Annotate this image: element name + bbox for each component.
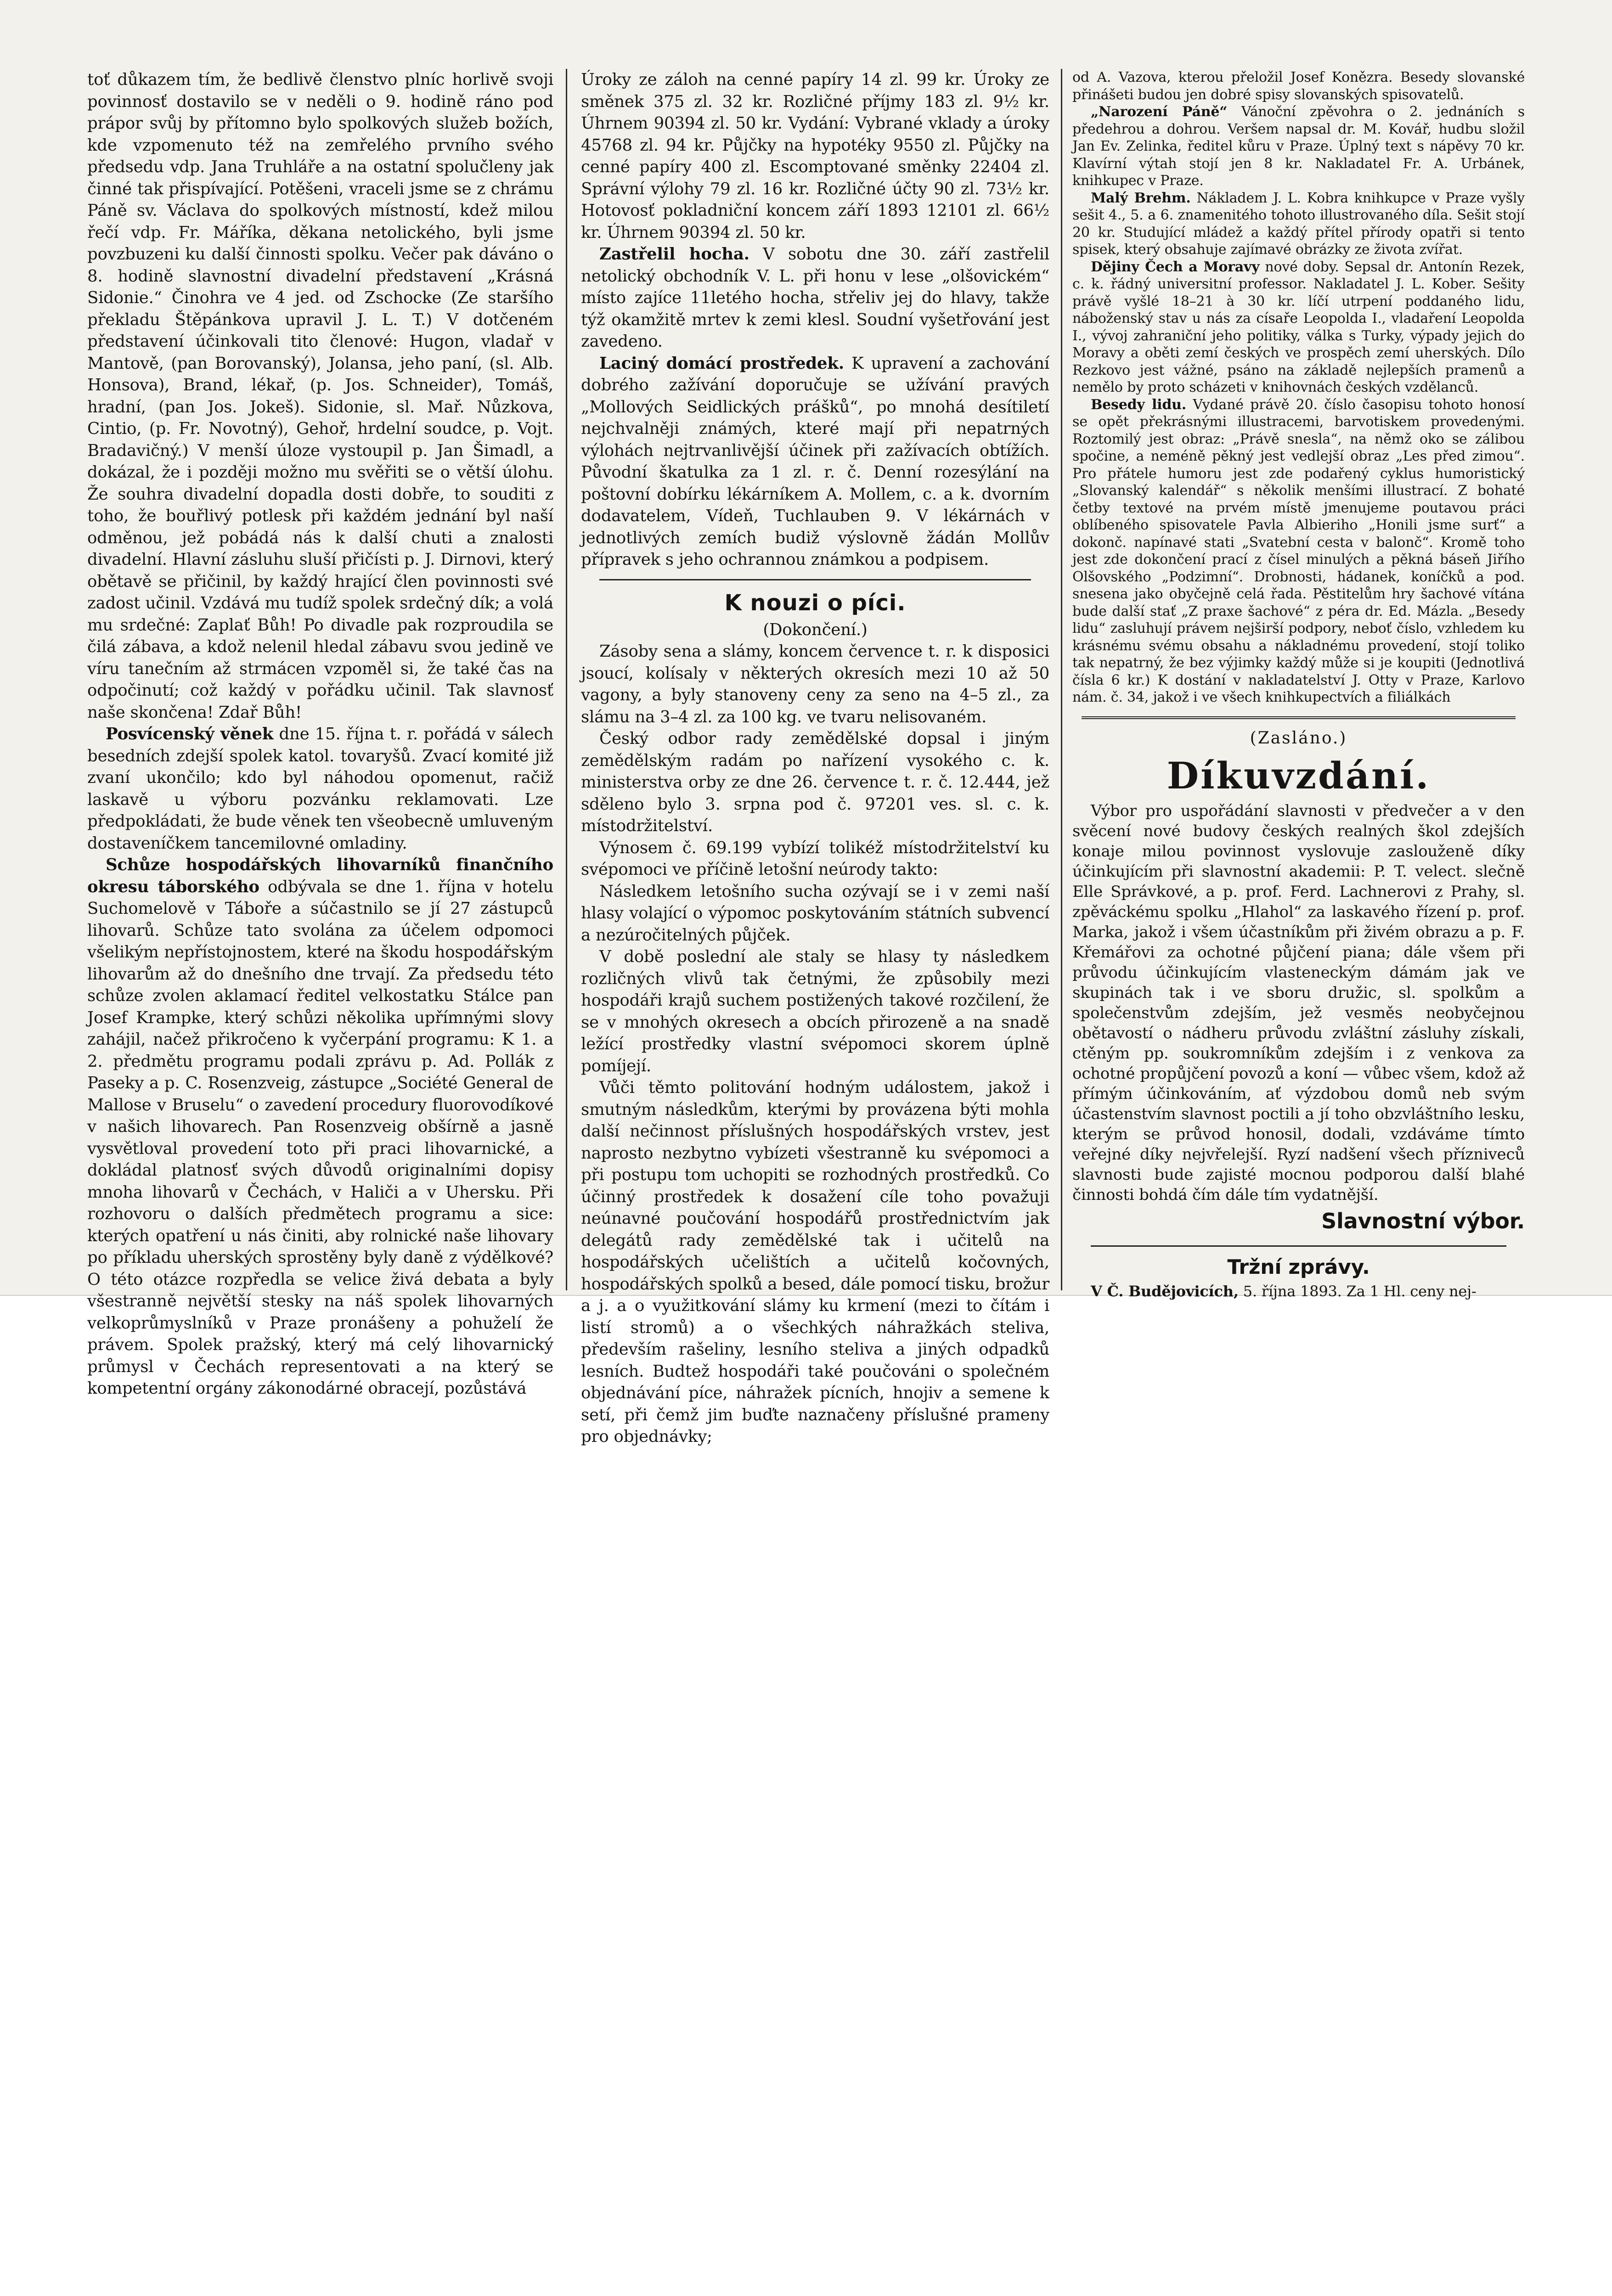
column-left: [87, 69, 553, 1398]
paragraph-heading: Posvícenský věnek: [106, 725, 274, 743]
paragraph: Zásoby sena a slámy, koncem července t. r. k disposici jsoucí, kolísaly v některých okresích mezi 10 až 50 vagony, a byly stanoveny ceny za seno na 4–5 zl., za slámu na 3–4 zl. za 100 kg. ve tvaru nelisovaném.: [581, 642, 1049, 726]
section-title: Tržní zprávy.: [1227, 1255, 1370, 1279]
paragraph-heading: „Narození Páně“: [1091, 104, 1228, 120]
section-divider: [1091, 1245, 1506, 1247]
paragraph-text: Vánoční zpěvohra o 2. jednáních s předehrou a dohrou. Veršem napsal dr. M. Kovář, hudbu složil Jan Ev. Zelinka, ředitel kůru v Praze. Úplný text s nápěvy 70 kr. Klavírní výtah stojí jen 8 kr. Nakladatel Fr. A. Urbánek, knihkupec v Praze.: [1072, 104, 1525, 189]
page-body: [87, 69, 1525, 1446]
paragraph: od A. Vazova, kterou přeložil Josef Konězra. Besedy slovanské přinášeti budou jen dobré spisy slovanských spisovatelů.: [1072, 69, 1525, 103]
paragraph: V době poslední ale staly se hlasy ty následkem rozličných vlivů tak četnými, že způsobily mezi hospodáři krajů suchem postižených takové rozčilení, že se v mnohých okresech a obcích přirozeně a na snadě ležící prostředky vlastní svépomoci skorem úplně pomíjejí.: [581, 947, 1049, 1075]
paragraph-heading: Dějiny Čech a Moravy: [1091, 259, 1260, 275]
column-rule: [566, 69, 567, 1290]
paragraph-text: V sobotu dne 30. září zastřelil netolický obchodník V. L. při honu v lese „olšovickém“ místo zajíce 11letého hocha, střeliv jej do hlavy, takže týž okamžitě mrtev k zemi klesl. Soudní vyšetřování jest zavedeno.: [581, 245, 1050, 351]
paragraph: Výbor pro uspořádání slavnosti v předvečer a v den svěcení nové budovy českých realných škol zdejších konaje milou povinnost vyslovuje zaslouženě díky účinkujícím při slavnostní akademii: P. T. velect. slečně Elle Správkové, a p. prof. Ferd. Lachnerovi z Prahy, sl. zpěváckému spolku „Hlahol“ za laskavého řízení p. prof. Marka, jakož i všem účastníkům při živém obrazu a p. F. Křemářovi za ochotné půjčení piana; dále všem při průvodu účinkujícím vlasteneckým dámám jak ve skupinách tak i ve sboru družic, sl. spolkům a společenstvům zdejším, jež vesměs neobyčejnou obětavostí o nádheru průvodu zvláštní zásluhy získali, ctěným pp. soukromníkům zdejším i z venkova za ochotné propůjčení povozů a koní — vůbec všem, kdož až přímým účinkováním, ať výzdobou domů neb svým účastenstvím slavnost poctili a jí toho obzvláštního lesku, kterým se průvod honosil, dodali, vzdáváme tímto veřejné díky nejvřelejší. Ryzí nadšení všech přízniveců slavnosti bude zajisté mocnou podporou další blahé činnosti bohdá čím dále tím vydatnější.: [1072, 801, 1525, 1204]
column-rule: [1061, 69, 1062, 1290]
paragraph-heading: Malý Brehm.: [1091, 190, 1191, 206]
paragraph-text: dne 15. října t. r. pořádá v sálech besedních zdejší spolek katol. tovaryšů. Zvací komité již zvaní ukončilo; kdo byl náhodou opomenut, račiž laskavě u výboru pozvánku reklamovati. Lze předpokládati, že bude věnek ten všeobecně umluveným dostaveníčkem tancemilovné omladiny.: [87, 725, 553, 853]
paragraph: Český odbor rady zemědělské dopsal i jiným zemědělským radám po nařízení vysokého c. k. ministerstva orby ze dne 26. července t. r. č. 12.444, jež sděleno bylo 3. srpna pod č. 97201 ves. sl. c. k. místodržitelství.: [581, 729, 1049, 835]
paragraph: [1072, 259, 1525, 396]
paragraph-text: nové doby. Sepsal dr. Antonín Rezek, c. k. řádný universitní professor. Nakladatel J. L. Kober. Sešity právě vyšlé 18–21 à 30 kr. líčí utrpení poddaného lidu, náboženský stav u nás za císaře Leopolda I., vladaření Leopolda I., vývoj zahraniční jeho politiky, válka s Turky, výpady jejich do Moravy a oběti zemí českých ve prospěch zemí uherských. Dílo Rezkovo jest vážné, psáno na základě nejlepších pramenů a nemělo by proto scházeti v knihovnách českých vzdělanců.: [1072, 259, 1525, 395]
paragraph: [87, 723, 553, 854]
article-title: K nouzi o píci.: [724, 590, 906, 616]
paragraph-heading: V Č. Budějovicích,: [1091, 1282, 1239, 1300]
article-title: Díkuvzdání.: [1167, 754, 1431, 797]
paragraph: [1072, 103, 1525, 190]
paragraph: Následkem letošního sucha ozývají se i v zemi naší hlasy volající o výpomoc poskytováním státních subvencí a nezúročitelných půjček.: [581, 882, 1049, 945]
article-subtitle: (Dokončení.): [763, 620, 868, 639]
paragraph: Výnosem č. 69.199 vybízí tolikéž místodržitelství ku svépomoci ve příčině letošní neúrody takto:: [581, 838, 1049, 879]
paragraph-text: 5. října 1893. Za 1 Hl. ceny nej-: [1238, 1282, 1477, 1300]
paragraph-heading: Laciný domácí prostředek.: [599, 354, 844, 373]
paragraph: Úroky ze záloh na cenné papíry 14 zl. 99 kr. Úroky ze směnek 375 zl. 32 kr. Rozličné příjmy 183 zl. 9½ kr. Úhrnem 90394 zl. 50 kr. Vydání: Vybrané vklady a úroky 45768 zl. 94 kr. Půjčky na hypotéky 9550 zl. Půjčky na cenné papíry 400 zl. Escomptované směnky 22404 zl. Správní výlohy 79 zl. 16 kr. Rozličné účty 90 zl. 73½ kr. Hotovosť pokladniční koncem září 1893 12101 zl. 66½ kr. Úhrnem 90394 zl. 50 kr.: [581, 70, 1049, 242]
paragraph-text: K upravení a zachování dobrého zažívání doporučuje se užívání pravých „Mollových Seidlických prášků“, po mnohá desítiletí nejchvalněji známých, které mají při nepatrných výlohách nejtrvanlivější účinek při zažívacích obtížích. Původní škatulka za 1 zl. r. č. Denní rozesýlání na poštovní dobírku lékárníkem A. Mollem, c. a k. dvorním dodavatelem, Vídeň, Tuchlauben 9. V lékárnách v jednotlivých zemích budiž výslovně žádán Mollův přípravek s jeho ochrannou známkou a podpisem.: [581, 354, 1049, 569]
column-middle: [581, 69, 1050, 1446]
paragraph: [1072, 396, 1525, 706]
paragraph-heading: Schůze hospodářských lihovarníků finančního okresu táborského: [87, 855, 553, 896]
paragraph-text: Nákladem J. L. Kobra knihkupce v Praze vyšly sešit 4., 5. a 6. znamenitého tohoto illustrovaného díla. Sešit stojí 20 kr. Studující mládež a každý přítel přírody opatři si tento spisek, který obsahuje zajímavé obrázky ze života zvířat.: [1072, 190, 1525, 258]
paragraph: [87, 854, 553, 1400]
paragraph: Vůči těmto politování hodným událostem, jakož i smutným následkům, kterými by provázena býti mohla další nečinnost příslušných hospodářských vrstev, jest naprosto nezbytno vybízeti všestranně ku svépomoci a při postupu tom uchopiti se rozhodných prostředků. Co účinný prostředek k dosažení cíle toho považuji neúnavné poučování hospodářů prostřednictvím jak delegátů rady zemědělské tak i učitelů na hospodářských učelištích a učitelů kočovných, hospodářských spolků a besed, dále pomocí tisku, brožur a j. a o využitkování slámy ku krmení (mezi to čítám i listí stromů) a o všechkých náhražkách steliva, především rašeliny, lesního steliva a jiných odpadků lesních. Budtež hospodáři také poučováni o společném objednávání píce, náhražek pícních, hnojiv a semene k setí, při čemž jim buďte naznačeny příslušné prameny pro objednávky;: [581, 1078, 1049, 1446]
paragraph: [581, 243, 1049, 353]
paragraph: [581, 353, 1049, 571]
column-right: [1072, 69, 1525, 1300]
paragraph: [1072, 190, 1525, 259]
paragraph-text: Vydané právě 20. číslo časopisu tohoto honosí se opět překrásnými illustracemi, barvotiskem provedenými. Roztomilý jest obraz: „Právě snesla“, na němž oko se zálibou spočine, a neméně pěkný jest vedlejší obraz „Les před zimou“. Pro přátele humoru jest zde podařený cyklus humoristický „Slovanský kalendář“ s několik menšími illustrací. Z bohaté četby textové na prvém místě jmenujeme poutavou práci oblíbeného spisovatele Pavla Albieriho „Honili jsme surť“ a dokonč. napínavé stati „Svatební cesta v balonč“. Kromě toho jest zde dokončení prací z čísel minulých a pěkná báseň Jiřího Olšovského „Podzimní“. Drobnosti, hádanek, koníčků a pod. snesena jako obyčejně celá řada. Pěstitelům hry šachové vítána bude další stať „Z praxe šachové“ z péra dr. Ed. Mázla. „Besedy lidu“ zasluhují právem nejširší podpory, neboť číslo, vzhledem ku krásnému svému obsahu a nákladnému provedení, stojí toliko tak nepatrný, že bez výjimky každý může si je koupiti (Jednotlivá čísla 6 kr.) K dostání v nakladatelství J. Otty v Praze, Karlovo nám. č. 34, jakož i ve všech knihkupectvích a filiálkách: [1072, 396, 1525, 705]
paragraph: toť důkazem tím, že bedlivě členstvo plníc horlivě svoji povinnosť dostavilo se v neděli o 9. hodině ráno pod prápor svůj by přítomno bylo spolkových služeb božích, kde vzpomenuto též na zemřelého prvního svého předsedu vdp. Jana Truhláře a na ostatní spolučleny jak činné tak přispívající. Potěšeni, vraceli jsme se z chrámu Páně sv. Václava do spolkových místností, kdež milou řečí vdp. Fr. Máříka, děkana netolického, byli jsme povzbuzeni ku další činnosti spolku. Večer pak dáváno o 8. hodině slavnostní divadelní představení „Krásná Sidonie.“ Činohra ve 4 jed. od Zschocke (Ze staršího překladu Štěpánkova upravil J. L. T.) V dotčeném představení účinkovali tito členové: Hugon, vladař v Mantově, (pan Borovanský), Jolansa, jeho paní, (sl. Alb. Honsova), Brand, lékař, (p. Jos. Schneider), Tomáš, hradní, (pan Jos. Jokeš). Sidonie, sl. Mař. Nůzkova, Cintio, (p. Fr. Novotný), Gehoř, hrdelní soudce, p. Vojt. Bradavičný.) V menší úloze vystoupil p. Jan Šimadl, a dokázal, že i později možno mu svěřiti se o větší úlohu. Že souhra divadelní dopadla dosti dobře, to souditi z toho, že bouřlivý potlesk při každém jednání byl naší odměnou, jež pobádá nás k další chuti a znalosti divadelní. Hlavní zásluhu sluší přičísti p. J. Dirnovi, který obětavě se přičinil, by každý hrající člen povinnosti své zadost učinil. Vzdává mu tudíž spolek srdečný dík; a volá mu srdečné: Zaplať Bůh! Po divadle pak rozproudila se čilá zábava, a kdož nelenil hledal zábavu svou jedině ve víru tanečním až strmácen vzpoměl si, že také čas na odpočinutí; což každý v pořádku učinil. Tak slavnosť naše skončena! Zdař Bůh!: [87, 70, 553, 722]
paragraph-heading: Zastřelil hocha.: [599, 245, 750, 264]
sent-in-label: (Zasláno.): [1250, 728, 1347, 748]
section-divider: [1082, 716, 1516, 719]
paragraph-heading: Besedy lidu.: [1091, 396, 1186, 413]
signature: Slavnostní výbor.: [1321, 1208, 1525, 1233]
paragraph-text: odbývala se dne 1. října v hotelu Suchomelově v Táboře a súčastnilo se jí 27 zástupců lihovarů. Schůze tato svolána za účelem odpomoci všelikým nepřístojnostem, které na škodu hospodářským lihovarům až do dnešního dne trvají. Za předsedu této schůze zvolen aklamací ředitel velkostatku Stálce pan Josef Krampke, který schůzi několika upřímnými slovy zahájil, načež přikročeno k vyčerpání programu: K 1. a 2. předmětu programu podali zprávu p. Ad. Pollák z Paseky a p. C. Rosenzveig, zástupce „Société General de Mallose v Bruselu“ o zavedení procedury fluorovodíkové v našich lihovarech. Pan Rosenzveig obšírně a jasně vysvětloval provedení toto při praci lihovarnické, a dokládal platnosť svých důvodů originalními dopisy mnoha lihovarů v Čechách, v Haliči a v Uhersku. Při rozhovoru o dalších předmětech programu a sice: kterých opatření u nás činiti, aby rolnické naše lihovary po příkladu uherských sprostěny byly daně z výdělkové? O této otázce rozpředla se velice živá debata a byly všestranně největší stesky na náš spolek lihovarných velkoprůmyslníků v Praze pronášeny a pohuželí že právem. Spolek pražský, který má celý lihovarnický průmysl v Čechách representovati a na který se kompetentní orgány zákonodárné obracejí, pozůstává: [87, 877, 553, 1398]
paragraph: [1072, 1282, 1525, 1301]
section-divider: [599, 579, 1031, 580]
